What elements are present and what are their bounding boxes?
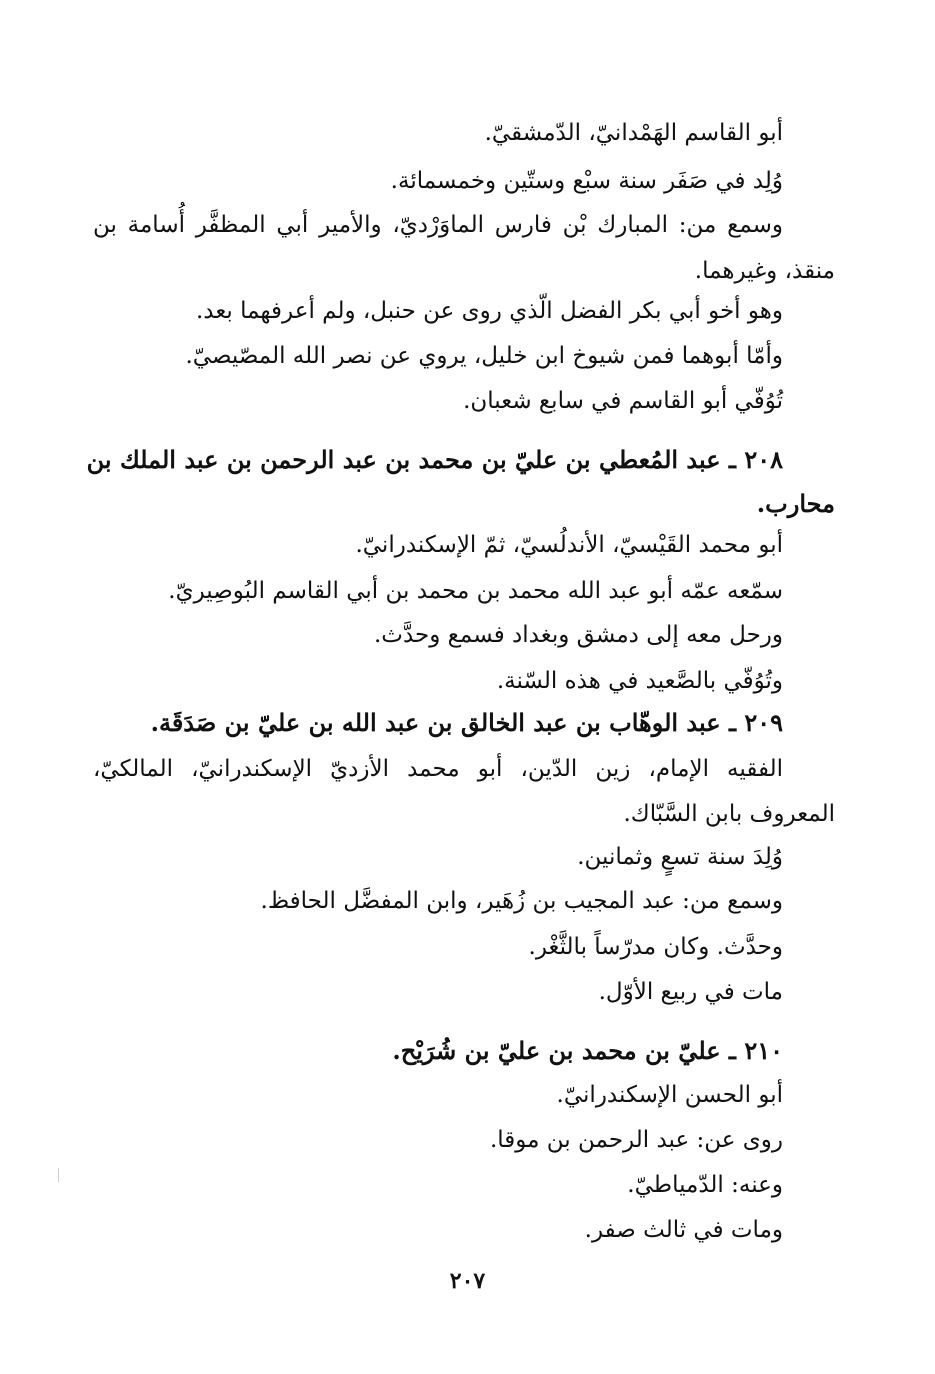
text-line: تُوُفّي أبو القاسم في سابع شعبان. [463,388,783,414]
text-line: روى عن: عبد الرحمن بن موقا. [489,1127,783,1153]
text-line: وُلِد في صَفَر سنة سبْع وستّين وخمسمائة. [390,168,783,194]
text-line: منقذ، وغيرهما. [694,258,835,284]
scan-edge-mark [58,1168,59,1182]
entry-heading-208: ٢٠٨ ـ عبد المُعطي بن عليّ بن محمد بن عبد الرحمن بن عبد الملك بن [86,445,783,474]
entry-heading-208-cont: محارب. [756,489,835,518]
text-line: الفقيه الإمام، زين الدّين، أبو محمد الأزديّ الإسكندرانيّ، المالكيّ، [93,756,783,782]
text-line: وأمّا أبوهما فمن شيوخ ابن خليل، يروي عن نصر الله المصّيصيّ. [185,343,783,369]
entry-heading-209: ٢٠٩ ـ عبد الوهّاب بن عبد الخالق بن عبد الله بن عليّ بن صَدَقَة. [150,708,783,737]
text-line: ورحل معه إلى دمشق وبغداد فسمع وحدَّث. [373,622,783,648]
page-number: ٢٠٧ [449,1268,486,1294]
text-line: وعنه: الدّمياطيّ. [627,1172,783,1198]
text-line: وحدَّث. وكان مدرّساً بالثَّغْر. [528,934,783,960]
text-line: وتُوُفّي بالصَّعيد في هذه السّنة. [496,668,783,694]
text-line: ومات في ثالث صفر. [584,1217,783,1243]
text-line: وسمع من: المبارك بْن فارس الماوَرْديّ، والأمير أبي المظفَّر أُسامة بن [93,212,783,238]
text-line: أبو الحسن الإسكندرانيّ. [556,1082,783,1108]
text-line: أبو القاسم الهَمْدانيّ، الدّمشقيّ. [484,120,783,146]
text-line: المعروف بابن السَّبّاك. [623,801,835,827]
text-line: سمّعه عمّه أبو عبد الله محمد بن محمد بن أبي القاسم البُوصِيريّ. [168,578,783,604]
text-line: وسمع من: عبد المجيب بن زُهَير، وابن المفضَّل الحافظ. [260,888,783,914]
text-line: مات في ربيع الأوّل. [598,979,783,1005]
text-line: أبو محمد القَيْسيّ، الأندلُسيّ، ثمّ الإسكندرانيّ. [355,532,783,558]
text-line: وُلِدَ سنة تسعٍ وثمانين. [577,844,783,870]
text-line: وهو أخو أبي بكر الفضل الّذي روى عن حنبل، ولم أعرفهما بعد. [195,298,783,324]
entry-heading-210: ٢١٠ ـ عليّ بن محمد بن عليّ بن شُرَيْح. [392,1036,783,1065]
